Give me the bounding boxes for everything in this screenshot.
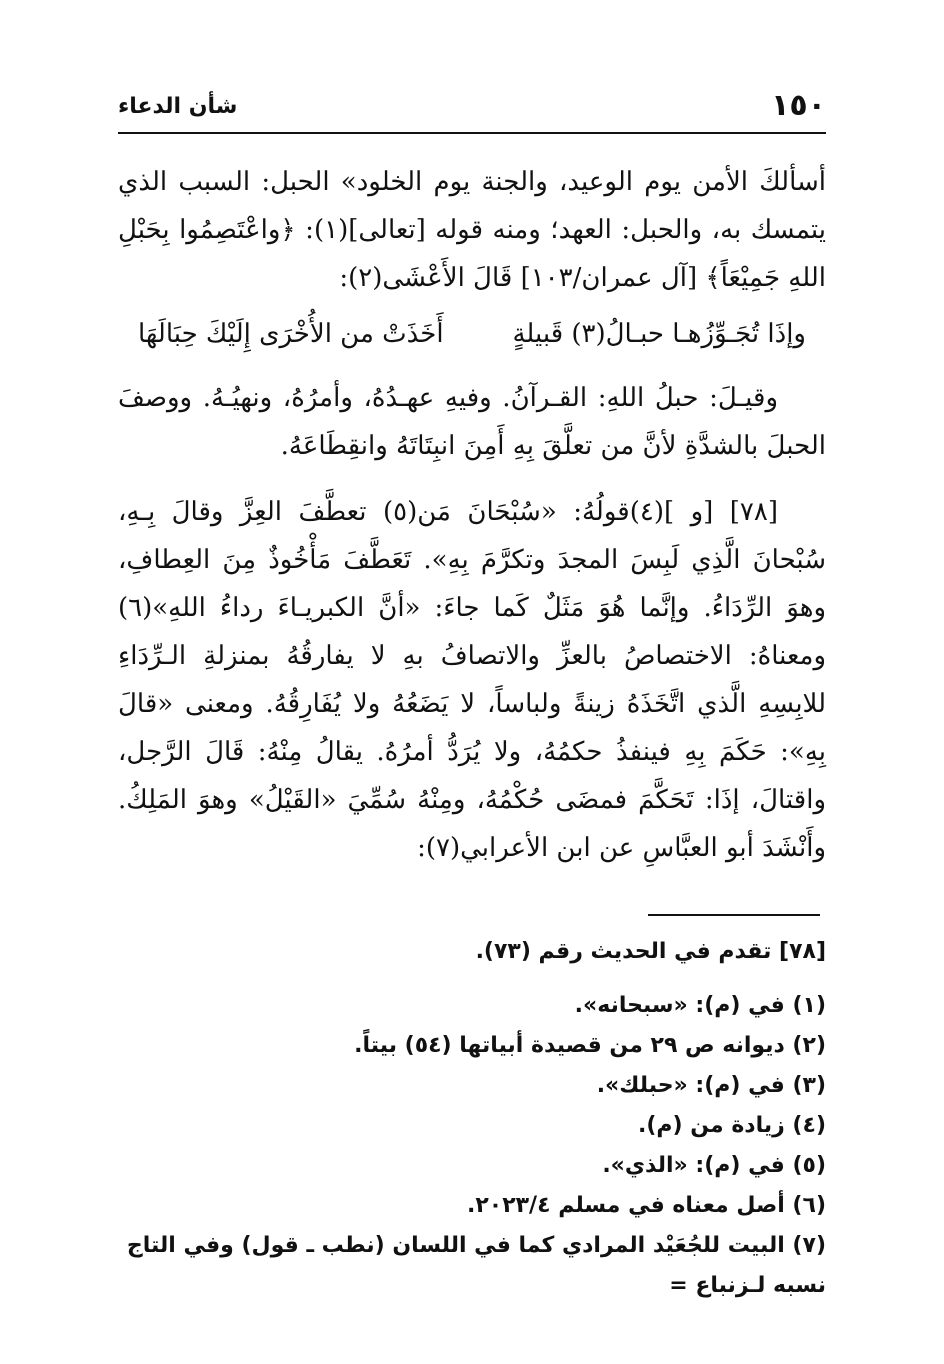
paragraph-1: أسألكَ الأمن يوم الوعيد، والجنة يوم الخلود» الحبل: السبب الذي يتمسك به، والحبل: العهد؛ ومنه قوله [تعالى](١): ﴿واعْتَصِمُوا بِحَبْلِ اللهِ جَمِيْعَاً﴾ [آل عمران/١٠٣] قَالَ الأَعْشَى(٢): bbox=[118, 167, 826, 293]
verse-first-hemistich: وإذَا تُجَـوِّزُهـا حبـالُ(٣) قَبيلةٍ bbox=[512, 319, 806, 349]
footnote-item: (٤) زيادة من (م). bbox=[637, 1113, 826, 1138]
footnote-item: (٢) ديوانه ص ٢٩ من قصيدة أبياتها (٥٤) بيتاً. bbox=[354, 1033, 826, 1058]
main-text bbox=[118, 158, 826, 872]
header-divider bbox=[118, 132, 826, 134]
footnotes bbox=[118, 932, 826, 1306]
footnote-reference: [٧٨] تقدم في الحديث رقم (٧٣). bbox=[475, 939, 826, 964]
footnote-item: (٥) في (م): «الذي». bbox=[602, 1153, 826, 1178]
footnote-item: (٣) في (م): «حبلك». bbox=[596, 1073, 826, 1098]
paragraph-2: وقيـلَ: حبلُ اللهِ: القـرآنُ. وفيهِ عهـدُهُ، وأمرُهُ، ونهيُـهُ. ووصفَ الحبلَ بالشدَّةِ لأنَّ من تعلَّقَ بِهِ أَمِنَ انبِتَاتَهُ وانقِطَاعَهُ. bbox=[118, 383, 826, 461]
footnote-item: (٧) البيت للجُعَيْد المرادي كما في اللسان (نطب ـ قول) وفي التاج نسبه لـزنباع = bbox=[126, 1233, 826, 1298]
footnote-divider bbox=[648, 914, 820, 916]
running-title: شأن الدعاء bbox=[118, 94, 238, 119]
page-number: ١٥٠ bbox=[771, 88, 826, 123]
paragraph-3: [٧٨] [و ](٤)قولُهُ: «سُبْحَانَ مَن(٥) تعطَّفَ العِزَّ وقالَ بِـهِ، سُبْحانَ الَّذِي لَبِسَ المجدَ وتكرَّمَ بِهِ». تَعَطَّفَ مَأْخُوذٌ مِنَ العِطافِ، وهوَ الرِّدَاءُ. وإنَّما هُوَ مَثَلٌ كَما جاءَ: «أنَّ الكبريـاءَ رداءُ اللهِ»(٦) ومعناهُ: الاختصاصُ بالعزِّ والاتصافُ بهِ لا يفارقُهُ بمنزلةِ الـرِّدَاءِ للابِسِهِ الَّذي اتَّخَذَهُ زينةً ولباساً، لا يَضَعُهُ ولا يُفَارِقُهُ. ومعنى «قالَ بِهِ»: حَكَمَ بِهِ فينفذُ حكمُهُ، ولا يُرَدُّ أمرُهُ. يقالُ مِنْهُ: قَالَ الرَّجل، واقتالَ، إذَا: تَحَكَّمَ فمضَى حُكْمُهُ، ومِنْهُ سُمِّيَ «القَيْلُ» وهوَ المَلِكُ. وأَنْشَدَ أبو العبَّاسِ عن ابن الأعرابي(٧): bbox=[118, 497, 826, 863]
footnote-item: (١) في (م): «سبحانه». bbox=[574, 993, 826, 1018]
page-header bbox=[118, 88, 826, 128]
poetry-verse bbox=[118, 306, 826, 362]
verse-second-hemistich: أَخَذَتْ من الأُخْرَى إِلَيْكَ حِبَالَهَا bbox=[138, 319, 444, 349]
footnote-item: (٦) أصل معناه في مسلم ٢٠٢٣/٤. bbox=[466, 1193, 826, 1218]
